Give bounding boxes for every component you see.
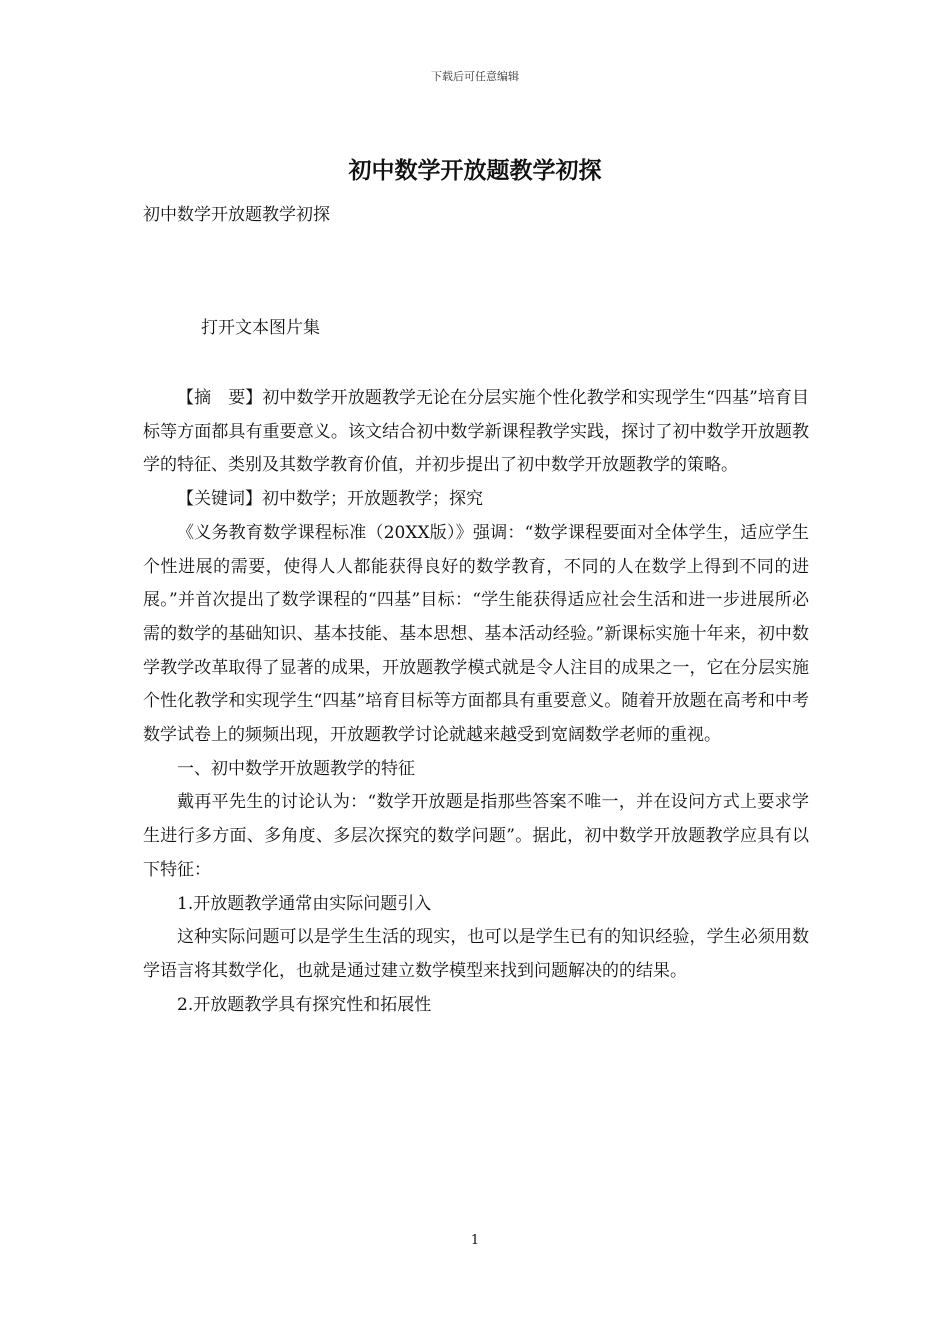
keywords-paragraph: 【关键词】初中数学；开放题教学；探究 xyxy=(177,489,483,510)
document-title: 初中数学开放题教学初探 xyxy=(348,157,602,184)
open-image-gallery-link[interactable]: 打开文本图片集 xyxy=(201,318,320,338)
body-paragraph: 《义务教育数学课程标准（20XX版）》强调：“数学课程要面对全体学生，适应学生个性进展的需要，使得人人都能获得良好的数学教育，不同的人在数学上得到不同的进展。”并首次提出了数学课程的“四基”目标：“学生能获得适应社会生活和进一步进展所必需的数学的基础知识、基本技能、基本思想、基本活动经验。”新课标实施十年来，初中数学教学改革取得了显著的成果，开放题教学模式就是令人注目的成果之一，它在分层实施个性化教学和实现学生“四基”培育目标等方面都具有重要意义。随着开放题在高考和中考数学试卷上的频频出现，开放题教学讨论就越来越受到宽阔数学老师的重视。 xyxy=(143,522,809,746)
subsection-heading: 1.开放题教学通常由实际问题引入 xyxy=(177,893,432,914)
section-heading: 一、初中数学开放题教学的特征 xyxy=(177,758,415,779)
body-paragraph: 戴再平先生的讨论认为：“数学开放题是指那些答案不唯一，并在设问方式上要求学生进行多方面、多角度、多层次探究的数学问题”。据此，初中数学开放题教学应具有以下特征： xyxy=(143,792,809,880)
subsection-heading: 2.开放题教学具有探究性和拓展性 xyxy=(177,994,432,1015)
document-body xyxy=(143,382,809,1022)
page-number: 1 xyxy=(470,1233,480,1248)
document-subtitle: 初中数学开放题教学初探 xyxy=(143,205,330,225)
header-note: 下载后可任意编辑 xyxy=(431,70,519,83)
abstract-paragraph: 【摘 要】初中数学开放题教学无论在分层实施个性化教学和实现学生“四基”培育目标等方面都具有重要意义。该文结合初中数学新课程教学实践，探讨了初中数学开放题教学的特征、类别及其数学教育价值，并初步提出了初中数学开放题教学的策略。 xyxy=(143,388,809,476)
body-paragraph: 这种实际问题可以是学生生活的现实，也可以是学生已有的知识经验，学生必须用数学语言将其数学化，也就是通过建立数学模型来找到问题解决的的结果。 xyxy=(143,927,809,981)
